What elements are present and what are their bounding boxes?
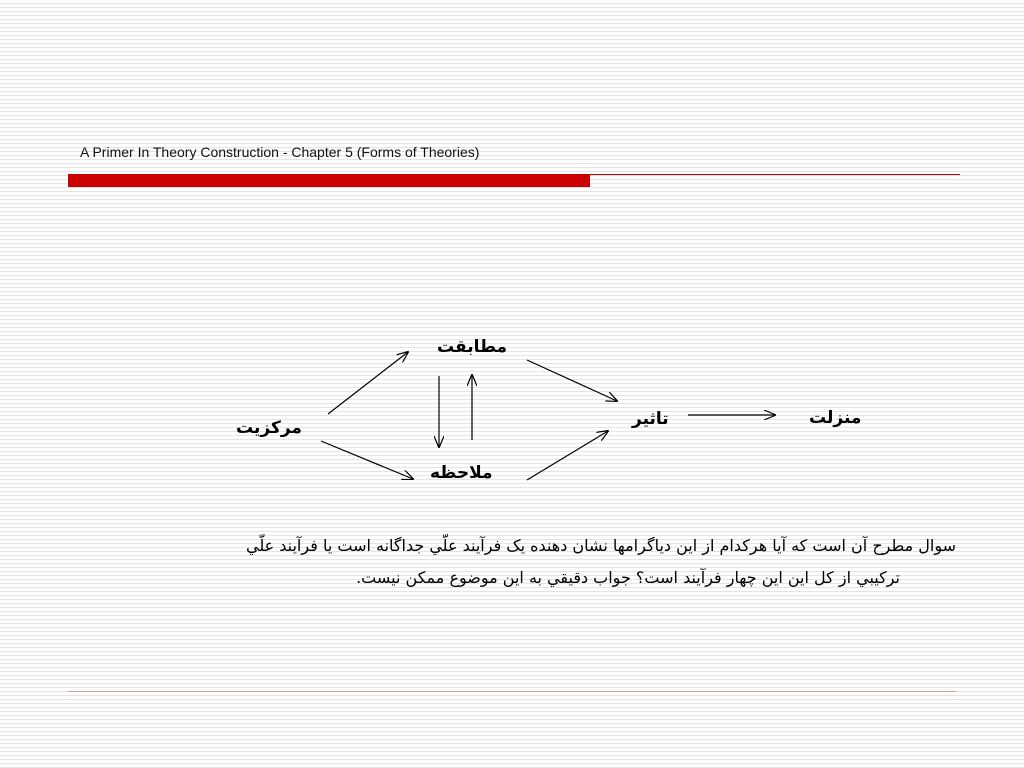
slide-title: A Primer In Theory Construction - Chapter 5 (Forms of Theories): [80, 144, 480, 160]
node-influence: تاثير: [632, 409, 669, 429]
arrow-correspondence-to-influence: [527, 360, 617, 401]
node-correspondence: مطابقت: [437, 337, 508, 357]
footer-rule: [68, 691, 956, 692]
arrow-centrality-to-observation: [321, 441, 413, 479]
arrow-observation-to-influence: [527, 431, 608, 480]
node-centrality: مرکزيت: [236, 418, 302, 438]
body-line-1: سوال مطرح آن است که آيا هرکدام از اين دياگرامها نشان دهنده يک فرآيند علّي جداگانه است يا فرآيند علّي: [245, 536, 956, 555]
body-paragraph: [96, 530, 956, 594]
node-status: منزلت: [809, 408, 862, 428]
body-line-2: ترکيبي از کل اين اين چهار فرآيند است؟ جواب دقيقي به اين موضوع ممکن نيست.: [356, 568, 900, 587]
node-observation: ملاحظه: [430, 463, 493, 483]
arrow-centrality-to-correspondence: [328, 352, 408, 414]
